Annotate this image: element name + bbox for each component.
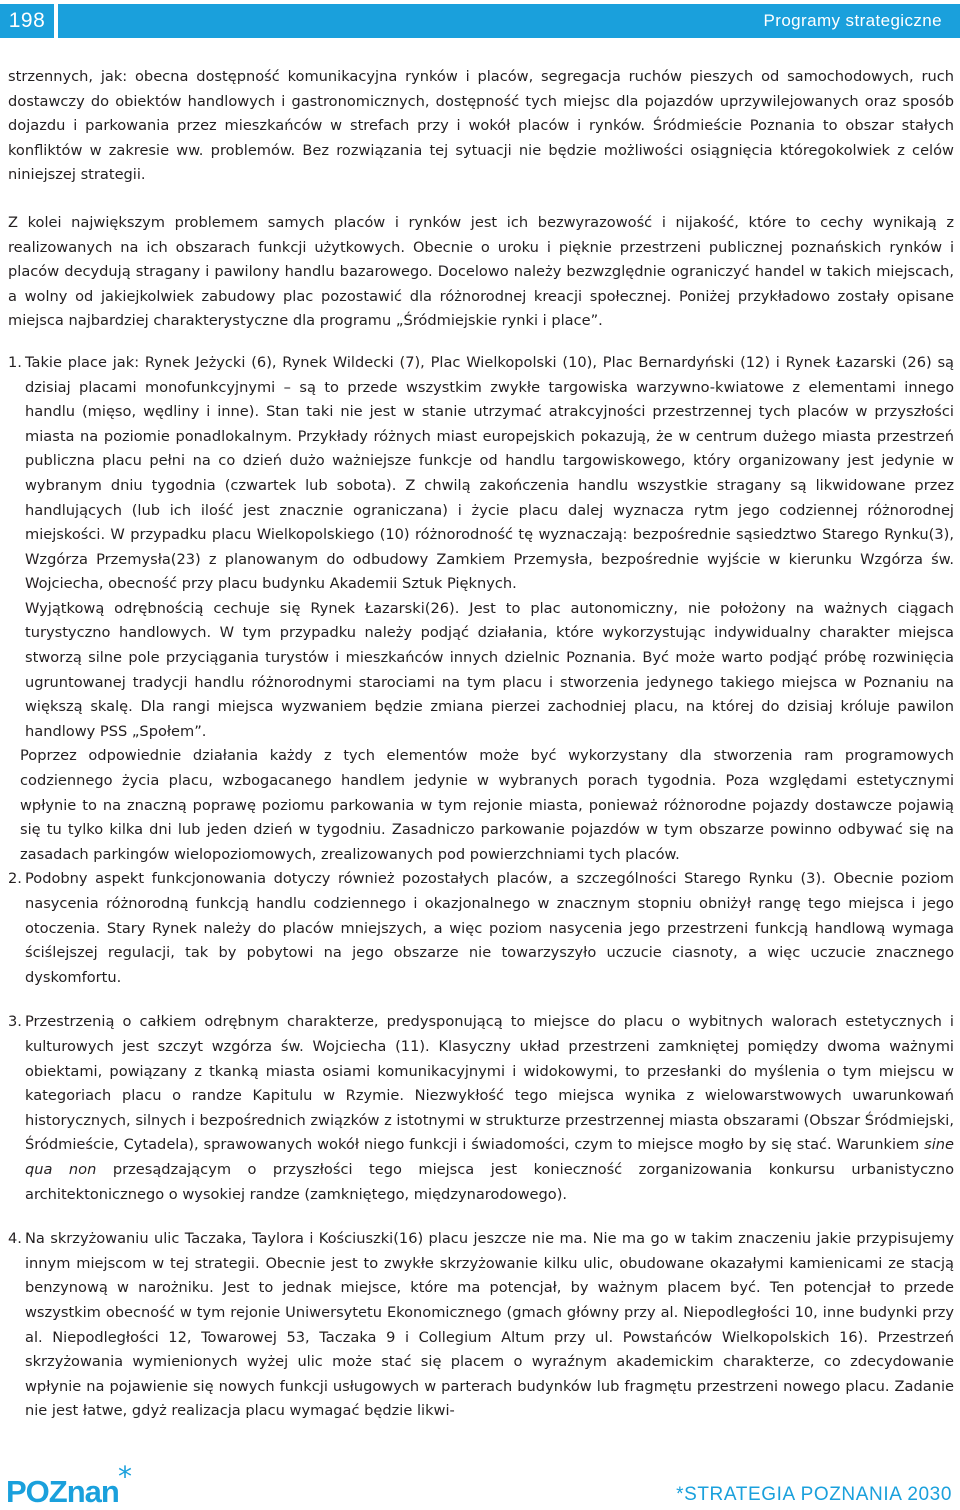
list-item-1-subparagraph-1: Wyjątkową odrębnością cechuje się Rynek Łazarski(26). Jest to plac autonomiczny, nie położony na ważnych ciągach turystyczno handlowych. W tym przypadku należy podjąć działania, które wykorzystując indywidualny charakter miejsca stworzą silne pole przyciągania turystów i mieszkańców innych dzielnic Poznania. Być może warto podjąć próbę rozwinięcia ugruntowanej tradycji handlu różnorodnymi starociami na tym placu i stworzenia jedynego takiego miejsca w Poznaniu na większą skalę. Dla rangi miejsca wyzwaniem będzie zmiana pierzei zachodniej placu, na której do dzisiaj króluje pawilon handlowy PSS „Społem”. xyxy=(25,599,954,740)
poznan-logo xyxy=(6,1460,136,1509)
list-item-1 xyxy=(8,351,954,597)
list-item-2-text: Podobny aspekt funkcjonowania dotyczy również pozostałych placów, a szczególności Starego Rynku (3). Obecnie poziom nasycenia różnorodną funkcją handlu codziennego i okazjonalnego w znacznym stopniu obniżył rangę tego miejsca i jego otoczenia. Stary Rynek należy do placów mniejszych, a więc poziom nasycenia jego przestrzeni funkcją handlową wymaga ściślejszej regulacji, tak by pobytowi na jego obszarze nie towarzyszyło uczucie ciasnoty, a więc uczucie znacznego dyskomfortu. xyxy=(25,870,954,986)
section-title: Programy strategiczne xyxy=(58,4,960,38)
list-item-3 xyxy=(8,1010,954,1207)
paragraph-intro xyxy=(8,65,954,188)
list-number-3: 3. xyxy=(8,1013,22,1031)
asterisk-icon: * xyxy=(118,1460,132,1493)
list-item-1-subparagraph-2: Poprzez odpowiednie działania każdy z tych elementów może być wykorzystany dla stworzenia ram programowych codziennego życia placu, wzbogacanego handlem jedynie w wybranych porach tygodnia. Poza względami estetycznymi wpłynie to na znaczną poprawę poziomu parkowania w tym rejonie miasta, ponieważ różnorodne pojazdy dostawcze pojawią się tu tylko kilka dni lub jeden dzień w tygodniu. Zasadniczo parkowanie pojazdów w tym obszarze powinno odbywać się na zasadach parkingów wielopoziomowych, zrealizowanych pod powierzchniami tych placów. xyxy=(20,747,954,863)
list-item-3-text-b: przesądzającym o przyszłości tego miejsca jest konieczność zorganizowania konkursu urbanistyczno architektonicznego o wysokiej randze (zamkniętego, międzynarodowego). xyxy=(25,1160,954,1203)
list-item-2 xyxy=(8,867,954,990)
paragraph-problem: Z kolei największym problemem samych placów i rynków jest ich bezwyrazowość i nijakość, które to cechy wynikają z realizowanych na ich obszarach funkcji użytkowych. Obecnie o uroku i pięknie przestrzeni publicznej poznańskich rynków i placów decydują stragany i pawilony handlu bazarowego. Docelowo należy bezwzględnie ograniczyć handel w takich miejscach, a wolny od jakiejkolwiek zabudowy plac pozostawić dla różnorodnej kreacji społecznej. Poniżej przykładowo zostały opisane miejsca najbardziej charakterystyczne dla programu „Śródmiejskie rynki i place”. xyxy=(8,213,954,330)
latin-phrase: sine qua non xyxy=(25,1136,954,1178)
list-item-4-text: Na skrzyżowaniu ulic Taczaka, Taylora i Kościuszki(16) placu jeszcze nie ma. Nie ma go w takim znaczeniu jakie przypisujemy innym miejscom w tej strategii. Obecnie jest to zwykłe skrzyżowanie kilku ulic, obudowane okazałymi kamienicami ze stacją benzynową w narożniku. Jest to jednak miejsce, które ma potencjał, by ważnym placem być. Ten potencjał to przede wszystkim obecność w tym rejonie Uniwersytetu Ekonomicznego (gmach główny przy al. Niepodległości 10, inne budynki przy al. Niepodległości 12, Towarowej 53, Taczaka 9 i Collegium Altum przy ul. Powstańców Wielkopolskich 16). Przestrzeń skrzyżowania wymienionych wyżej ulic może stać się placem o wyraźnym akademickim charakterze, co zdecydowanie wpłynie na pojawienie się nowych funkcji usługowych w parterach budynków lub fragmętu przestrzeni nowego placu. Zadanie nie jest łatwe, gdyż realizacja placu wymagać będzie likwi- xyxy=(25,1230,954,1420)
list-item-3-text-a: Przestrzenią o całkiem odrębnym charakterze, predysponującą to miejsce do placu o wybitnych walorach estetycznych i kulturowych jest szczyt wzgórza św. Wojciecha (11). Klasyczny układ przestrzeni zamkniętej pomiędzy dwoma ważnymi obiektami, powiązany z tkanką miasta osiami komunikacyjnymi i widokowymi, to przesłanki do myślenia o tym miejscu w kategoriach placu o randze Kapitulu w Rzymie. Niezwykłość tego miejsca wynika z wielowarstwowych uwarunkowań historycznych, silnych i bezpośrednich związków z istotnymi w strukturze przestrzennej miasta obszarami (Obszar Śródmiejski, Śródmieście, Cytadela), sprawowanych wokół niego funkcji i świadomości, czym to miejsce mogło by się stać. Warunkiem xyxy=(25,1013,954,1154)
list-number-2: 2. xyxy=(8,870,22,888)
poznan-logo-wordmark: POZnan xyxy=(6,1474,119,1509)
page-header xyxy=(0,4,960,38)
paragraph-intro-text: strzennych, jak: obecna dostępność komunikacyjna rynków i placów, segregacja ruchów pieszych od samochodowych, ruch dostawczy do obiektów handlowych i gastronomicznych, dostępność tych miejsc dla pojazdów uprzywilejowanych oraz sposób dojazdu i parkowania przez mieszkańców w strefach przy i wokół placów i rynków. Śródmieście Poznania to obszar stałych konfliktów w zakresie ww. problemów. Bez rozwiązania tej sytuacji nie będzie możliwości osiągnięcia którego xyxy=(8,68,954,159)
page-number: 198 xyxy=(0,4,54,38)
list-item-4 xyxy=(8,1227,954,1424)
list-number-1: 1. xyxy=(8,353,22,371)
list-item-1-text: Takie place jak: Rynek Jeżycki (6), Rynek Wildecki (7), Plac Wielkopolski (10), Plac Bernardyński (12) i Rynek Łazarski (26) są dzisiaj placami monofunkcyjnymi – są to przede wszystkim zwykłe targowiska warzywno-kwiatowe z elementami innego handlu (mięso, wędliny i inne). Stan taki nie jest w stanie utrzymać atrakcyjności przestrzennej tych placów w przyszłości miasta na poziomie ponadlokalnym. Przykłady różnych miast europejskich pokazują, że w centrum dużego miasta przestrzeń publiczna placu pełni na co dzień dużo ważniejsze funkcje od handlu targowiskowego, który organizowany jest jedynie w wybranym dniu tygodnia (czwartek lub sobota). Z chwilą zakończenia handlu wszystkie stragany są likwidowane przez handlujących (lub ich ilość jest znacznie ograniczana) i życie placu dalej wyznacza rytm jego codziennej różnorodnej miejskości. W przypadku placu Wielkopolskiego (10) różnorodność tę wyznaczają: bezpośrednie sąsiedztwo Starego Rynku(3), Wzgórza Przemysła(23) z planowanym do odbudowy Zamkiem Przemysła, bezpośrednie wyjście w kierunku Wzgórza św. Wojciecha, obecność przy placu budynku Akademii Sztuk Pięknych. xyxy=(25,353,954,593)
list-number-4: 4. xyxy=(8,1230,22,1248)
page-body xyxy=(8,65,954,1424)
strategy-footer-label: *STRATEGIA POZNANIA 2030 xyxy=(676,1484,952,1505)
paragraph-intro-end: kolwiek z celów niniejszej strategii. xyxy=(8,141,954,184)
